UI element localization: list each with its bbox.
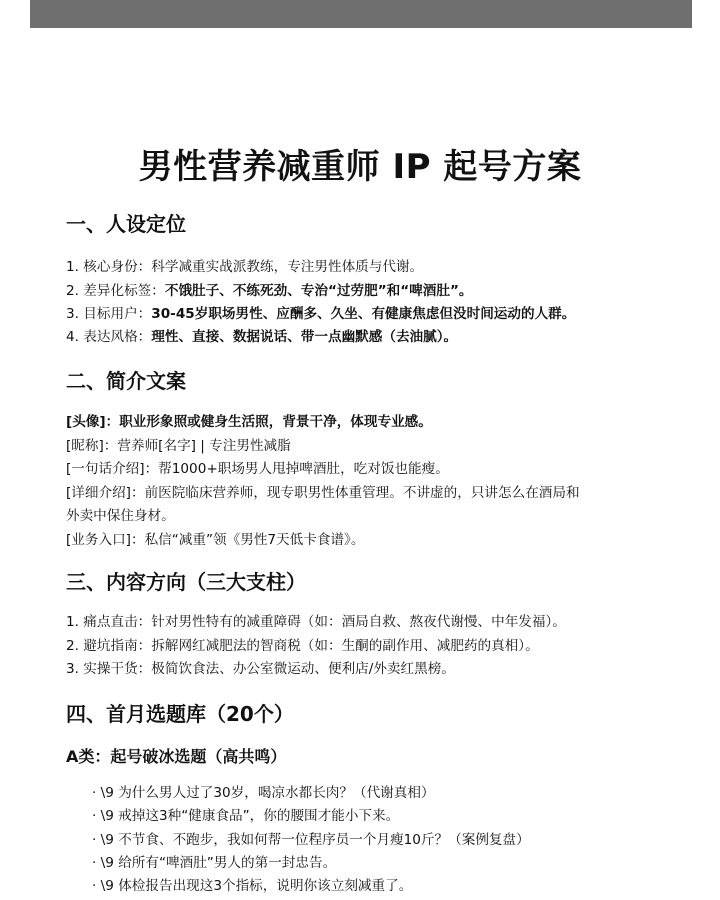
intro-nickname-line: [昵称]：营养师[名字] | 专注男性减脂 — [66, 438, 291, 454]
bullet-item: · \9 体检报告出现这3个指标，说明你该立刻减重了。 — [92, 878, 413, 894]
section-heading-persona: 一、人设定位 — [66, 212, 186, 236]
list-item: 2. 避坑指南：拆解网红减肥法的智商税（如：生酮的副作用、减肥药的真相）。 — [66, 638, 539, 654]
bullet-item: · \9 不节食、不跑步，我如何帮一位程序员一个月瘦10斤？（案例复盘） — [92, 832, 530, 848]
section-heading-intro: 二、简介文案 — [66, 369, 186, 393]
intro-entry-line: [业务入口]：私信“减重”领《男性7天低卡食谱》。 — [66, 532, 365, 548]
list-item-label: 2. 差异化标签： — [66, 283, 165, 299]
subheading-category-a: A类：起号破冰选题（高共鸣） — [66, 747, 287, 766]
list-item-label: 3. 目标用户： — [66, 306, 152, 322]
bullet-item: · \9 戒掉这3种“健康食品”，你的腰围才能小下来。 — [92, 808, 400, 824]
document-title: 男性营养减重师 IP 起号方案 — [138, 147, 582, 187]
intro-detail-line-cont: 外卖中保住身材。 — [66, 508, 175, 524]
list-item — [66, 281, 472, 301]
list-item: 3. 实操干货：极简饮食法、办公室微运动、便利店/外卖红黑榜。 — [66, 661, 455, 677]
section-heading-topic-library: 四、首月选题库（20个） — [66, 702, 294, 726]
list-item-label: 4. 表达风格： — [66, 329, 152, 345]
list-item-text: 30-45岁职场男性、应酬多、久坐、有健康焦虑但没时间运动的人群。 — [151, 306, 576, 322]
intro-oneliner-line: [一句话介绍]：帮1000+职场男人甩掉啤酒肚，吃对饭也能瘦。 — [66, 461, 449, 477]
list-item-text: 理性、直接、数据说话、带一点幽默感（去油腻）。 — [151, 329, 458, 345]
top-toolbar-bar — [30, 0, 692, 28]
bullet-item: · \9 为什么男人过了30岁，喝凉水都长肉？（代谢真相） — [92, 785, 435, 801]
list-item-text: 科学减重实战派教练，专注男性体质与代谢。 — [151, 259, 424, 275]
list-item: 1. 痛点直击：针对男性特有的减重障碍（如：酒局自救、熬夜代谢慢、中年发福）。 — [66, 614, 566, 630]
bullet-item: · \9 给所有“啤酒肚”男人的第一封忠告。 — [92, 855, 337, 871]
list-item — [66, 304, 575, 324]
section-heading-content-direction: 三、内容方向（三大支柱） — [66, 570, 306, 594]
list-item-text: 不饿肚子、不练死劲、专治“过劳肥”和“啤酒肚”。 — [164, 283, 473, 299]
intro-avatar-line: [头像]：职业形象照或健身生活照，背景干净，体现专业感。 — [66, 414, 432, 430]
intro-detail-line: [详细介绍]：前医院临床营养师，现专职男性体重管理。不讲虚的，只讲怎么在酒局和 — [66, 485, 580, 501]
list-item — [66, 327, 457, 347]
list-item — [66, 257, 423, 277]
list-item-label: 1. 核心身份： — [66, 259, 152, 275]
